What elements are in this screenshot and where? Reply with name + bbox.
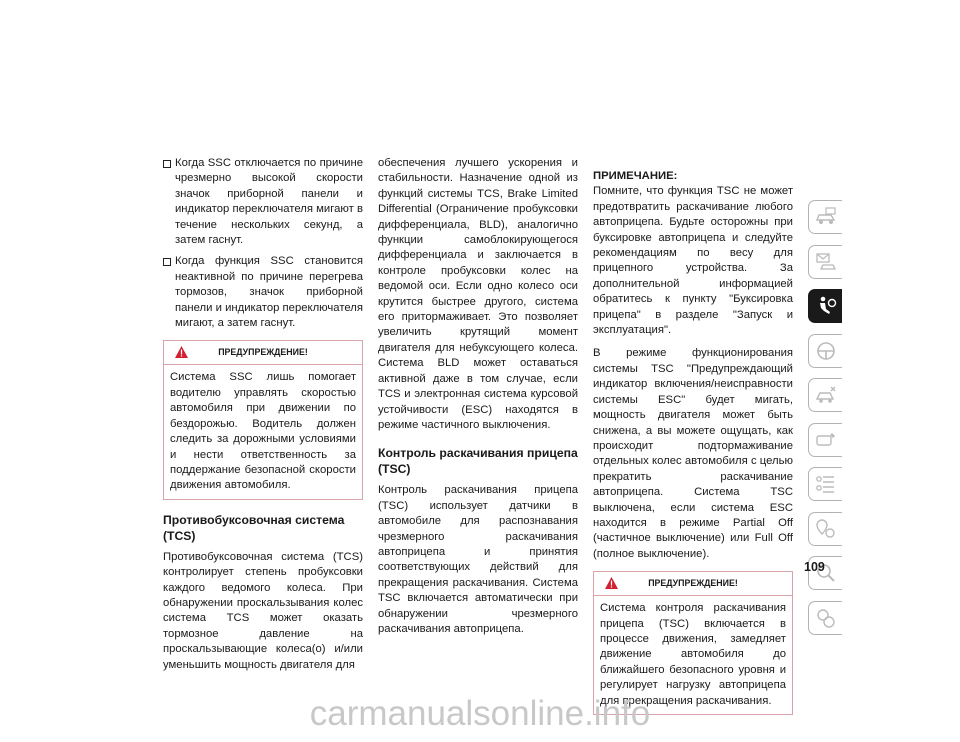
car-service-icon <box>814 428 838 452</box>
bullet-text: Когда SSC отключается по причине чрезмерно высокой скорости значок приборной панели и индикатор переключателя мигают в течение нескольких секунд, а затем гаснут. <box>175 157 363 247</box>
car-dashboard-icon <box>814 205 838 229</box>
warning-text: Система SSC лишь помогает водителю управлять скоростью автомобиля при движении по бездорожью. Водитель должен следить за дорожными условиями и нести ответственность за поддержание безопасной скорости движения автомобиля. <box>170 371 356 492</box>
section-heading: Контроль раскачивания прицепа (TSC) <box>378 446 578 477</box>
column-2 <box>378 156 578 645</box>
column-3 <box>593 156 793 727</box>
map-pin-icon <box>814 517 838 541</box>
body-paragraph: Контроль раскачивания прицепа (TSC) использует датчики в автомобиле для распознавания чрезмерного раскачивания автоприцепа и принятия соответствующих действий для прекращения раскачивания. Система TSC включается автоматически при обнаружении чрезмерного раскачивания автоприцепа. <box>378 484 578 635</box>
language-icon <box>814 606 838 630</box>
tab-car-crash[interactable] <box>808 378 842 412</box>
tab-car-dashboard[interactable] <box>808 200 842 234</box>
tab-seat-airbag[interactable] <box>808 289 842 323</box>
body-paragraph: обеспечения лучшего ускорения и стабильности. Назначение одной из функций системы TCS, Brake Limited Differential (Ограничение пробуксовки дифференциала, BLD), аналогично функции самоблокирующегося дифференциала и заключается в контроле пробуксовки колес на ведомой оси. Если одно колесо оси крутится быстрее другого, система его притормаживает. Это позволяет увеличить крутящий момент двигателя для небуксующего колеса. Система BLD может оставаться активной даже в том случае, если TCS и электронная система курсовой устойчивости (ESC) находятся в режиме частичного выключения. <box>378 157 578 431</box>
steering-wheel-icon <box>814 339 838 363</box>
tab-language[interactable] <box>808 601 842 635</box>
tab-map-pin[interactable] <box>808 512 842 546</box>
chapter-tabs <box>808 200 842 645</box>
seat-airbag-icon <box>814 294 838 318</box>
page-number: 109 <box>804 560 825 574</box>
warning-title: ПРЕДУПРЕЖДЕНИЕ! <box>648 578 738 589</box>
warning-box <box>163 340 363 499</box>
watermark: carmanualsonline.info <box>309 694 651 733</box>
checkbox-bullet-icon <box>163 258 171 266</box>
bullet-item <box>163 254 363 331</box>
bullet-item <box>163 156 363 248</box>
checkbox-bullet-icon <box>163 160 171 168</box>
settings-list-icon <box>814 472 838 496</box>
warning-title: ПРЕДУПРЕЖДЕНИЕ! <box>218 347 308 358</box>
car-crash-icon <box>814 383 838 407</box>
warning-header <box>164 341 362 365</box>
section-heading: Противобуксовочная система (TCS) <box>163 512 345 543</box>
warning-text: Система контроля раскачивания прицепа (TSC) включается в процессе движения, замедляет движение автомобиля до ближайшего безопасного уровня и регулирует нагрузку автоприцепа для прекращения раскачивания. <box>600 602 786 707</box>
tab-car-mail[interactable] <box>808 245 842 279</box>
column-1 <box>163 156 363 681</box>
tab-settings-list[interactable] <box>808 467 842 501</box>
warning-header <box>594 572 792 596</box>
car-mail-icon <box>814 250 838 274</box>
body-paragraph: В режиме функционирования системы TSC "Предупреждающий индикатор включения/неисправности системы ESC" будет мигать, мощность двигателя может быть снижена, а вы можете ощущать, как происходит подтормаживание отдельных колес автомобиля с целью прекратить раскачивание автоприцепа. Система TSC выключена, если система ESC находится в режиме Partial Off (частичное выключение) или Full Off (полное выключение). <box>593 347 793 560</box>
warning-triangle-icon <box>605 577 618 589</box>
warning-triangle-icon <box>175 346 188 358</box>
note-text: Помните, что функция TSC не может предотвратить раскачивание любого автоприцепа. Будьте осторожны при буксировке автоприцепа и следуйте рекомендациям по весу для прицепного устройства. За дополнительной информацией обратитесь к пункту "Буксировка прицепа" в разделе "Запуск и эксплуатация". <box>593 185 793 337</box>
note-title: ПРИМЕЧАНИЕ: <box>593 170 678 182</box>
body-paragraph: Противобуксовочная система (TCS) контролирует степень пробуксовки каждого ведомого колеса. При обнаружении проскальзывания колес система TCS может оказать тормозное давление на проскальзывающие колеса(о) и/или уменьшить мощность двигателя для <box>163 550 363 671</box>
bullet-text: Когда функция SSC становится неактивной по причине перегрева тормозов, значок приборной панели и индикатор переключателя мигают, а затем гаснут. <box>175 255 363 330</box>
tab-steering-wheel[interactable] <box>808 334 842 368</box>
tab-car-service[interactable] <box>808 423 842 457</box>
